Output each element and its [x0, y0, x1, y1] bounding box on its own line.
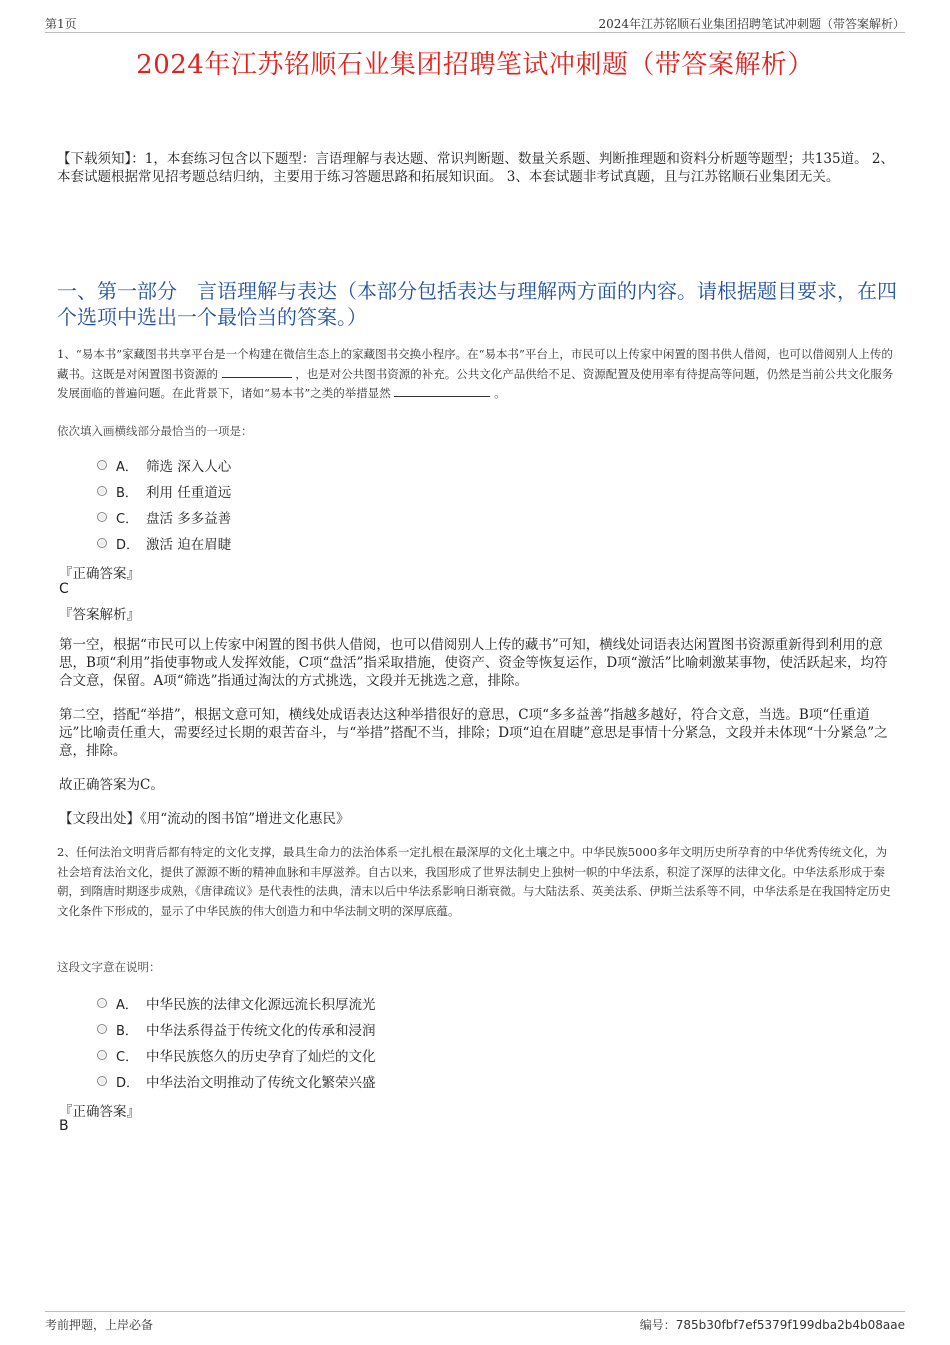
radio-icon[interactable]: [97, 1024, 107, 1034]
answer-label: 『正确答案』: [59, 566, 140, 582]
download-notice: 【下载须知】：1，本套练习包含以下题型：言语理解与表达题、常识判断题、数量关系题、判断推理题和资料分析题等题型；共135道。 2、本套试题根据常见招考题总结归纳，主要用于练习答题思路和拓展知识面。 3、本套试题非考试真题，且与江苏铭顺石业集团无关。: [57, 151, 894, 185]
radio-icon[interactable]: [97, 1050, 107, 1060]
radio-icon[interactable]: [97, 460, 107, 470]
option-a[interactable]: [97, 990, 376, 1016]
page-number: 第1页: [45, 17, 77, 31]
option-text: 中华法治文明推动了传统文化繁荣兴盛: [146, 1075, 376, 1091]
answer-value: C: [59, 581, 69, 597]
option-letter: A．: [116, 459, 138, 475]
option-text: 中华民族悠久的历史孕育了灿烂的文化: [146, 1049, 376, 1065]
footer-slogan: 考前押题，上岸必备: [45, 1318, 154, 1332]
question-1-text-part: 。: [494, 386, 506, 400]
option-c[interactable]: [97, 1042, 376, 1068]
option-letter: D．: [116, 1075, 140, 1091]
analysis-label: 『答案解析』: [59, 607, 140, 623]
option-text: 筛选 深入人心: [146, 459, 232, 475]
option-text: 中华法系得益于传统文化的传承和浸润: [146, 1023, 376, 1039]
question-1-blank-2: [394, 384, 490, 397]
option-letter: B．: [116, 1023, 138, 1039]
question-2-options: [97, 990, 376, 1094]
option-a[interactable]: [97, 452, 231, 478]
radio-icon[interactable]: [97, 1076, 107, 1086]
option-text: 中华民族的法律文化源远流长积厚流光: [146, 997, 376, 1013]
header-doc-title: 2024年江苏铭顺石业集团招聘笔试冲刺题（带答案解析）: [598, 17, 905, 31]
question-1-prompt: 依次填入画横线部分最恰当的一项是：: [57, 424, 253, 438]
option-d[interactable]: [97, 530, 231, 556]
question-2-text: 2、任何法治文明背后都有特定的文化支撑，最具生命力的法治体系一定扎根在最深厚的文化土壤之中。中华民族5000多年文明历史所孕育的中华优秀传统文化，为社会培育法治文化，提供了源源不断的精神血脉和丰厚滋养。自古以来，我国形成了世界法制史上独树一帜的中华法系，积淀了深厚的法律文化。中华法系形成于秦朝，到隋唐时期逐步成熟，《唐律疏议》是代表性的法典，清末以后中华法系影响日渐衰微。与大陆法系、英美法系、伊斯兰法系等不同，中华法系是在我国特定历史文化条件下形成的，显示了中华民族的伟大创造力和中华法制文明的深厚底蕴。: [57, 845, 891, 918]
option-letter: C．: [116, 1049, 139, 1065]
option-letter: C．: [116, 511, 139, 527]
radio-icon[interactable]: [97, 998, 107, 1008]
question-1-options: [97, 452, 231, 556]
option-b[interactable]: [97, 1016, 376, 1042]
page-header: [45, 12, 905, 33]
option-text: 利用 任重道远: [146, 485, 232, 501]
question-1-text-part: 1、“易本书”家藏图书共享平台是一个构建在微信生态上的家藏图书交换小程序。在“易本书”平台上，市民可以上传家中闲置的图书供人借阅，也可以借阅别人上传的藏书。这既是对闲置图书资源的: [57, 347, 893, 381]
analysis-paragraph-2: 第二空，搭配“举措”，根据文意可知，横线处成语表达这种举措很好的意思，C项“多多益善”指越多越好，符合文意，当选。B项“任重道远”比喻责任重大，需要经过长期的艰苦奋斗，与“举措”搭配不当，排除；D项“迫在眉睫”意思是事情十分紧急，文段并未体现“十分紧急”之意，排除。: [59, 707, 888, 759]
analysis-conclusion: 故正确答案为C。: [59, 777, 164, 793]
option-letter: D．: [116, 537, 140, 553]
question-1-blank-1: [222, 365, 292, 378]
analysis-paragraph-1: 第一空，根据“市民可以上传家中闲置的图书供人借阅，也可以借阅别人上传的藏书”可知，横线处词语表达闲置图书资源重新得到利用的意思，B项“利用”指使事物或人发挥效能，C项“盘活”指采取措施，使资产、资金等恢复运作，D项“激活”比喻刺激某事物，使活跃起来，均符合文意，保留。A项“筛选”指通过淘汰的方式挑选，文段并无挑选之意，排除。: [59, 637, 888, 689]
radio-icon[interactable]: [97, 538, 107, 548]
option-b[interactable]: [97, 478, 231, 504]
option-letter: B．: [116, 485, 138, 501]
answer-label: 『正确答案』: [59, 1104, 140, 1120]
section-heading: 一、第一部分 言语理解与表达（本部分包括表达与理解两方面的内容。请根据题目要求，在四个选项中选出一个最恰当的答案。）: [57, 279, 897, 329]
question-1-text-part: ，也是对公共图书资源的补充。公共文化产品供给不足、资源配置及使用率有待提高等问题，仍然是当前公共文化服务发展面临的普遍问题。在此背景下，诸如“易本书”之类的举措显然: [57, 366, 894, 400]
document-title: 2024年江苏铭顺石业集团招聘笔试冲刺题（带答案解析）: [136, 50, 814, 80]
option-letter: A．: [116, 997, 138, 1013]
question-1-text: [57, 345, 897, 404]
footer-serial: 编号：785b30fbf7ef5379f199dba2b4b08aae: [639, 1318, 905, 1332]
option-c[interactable]: [97, 504, 231, 530]
option-text: 盘活 多多益善: [146, 511, 232, 527]
answer-value: B: [59, 1118, 69, 1134]
radio-icon[interactable]: [97, 512, 107, 522]
option-d[interactable]: [97, 1068, 376, 1094]
radio-icon[interactable]: [97, 486, 107, 496]
text-source: 【文段出处】《用“流动的图书馆”增进文化惠民》: [59, 811, 350, 827]
question-2-prompt: 这段文字意在说明：: [57, 960, 161, 974]
option-text: 激活 迫在眉睫: [146, 537, 232, 553]
page-footer: [45, 1311, 905, 1332]
